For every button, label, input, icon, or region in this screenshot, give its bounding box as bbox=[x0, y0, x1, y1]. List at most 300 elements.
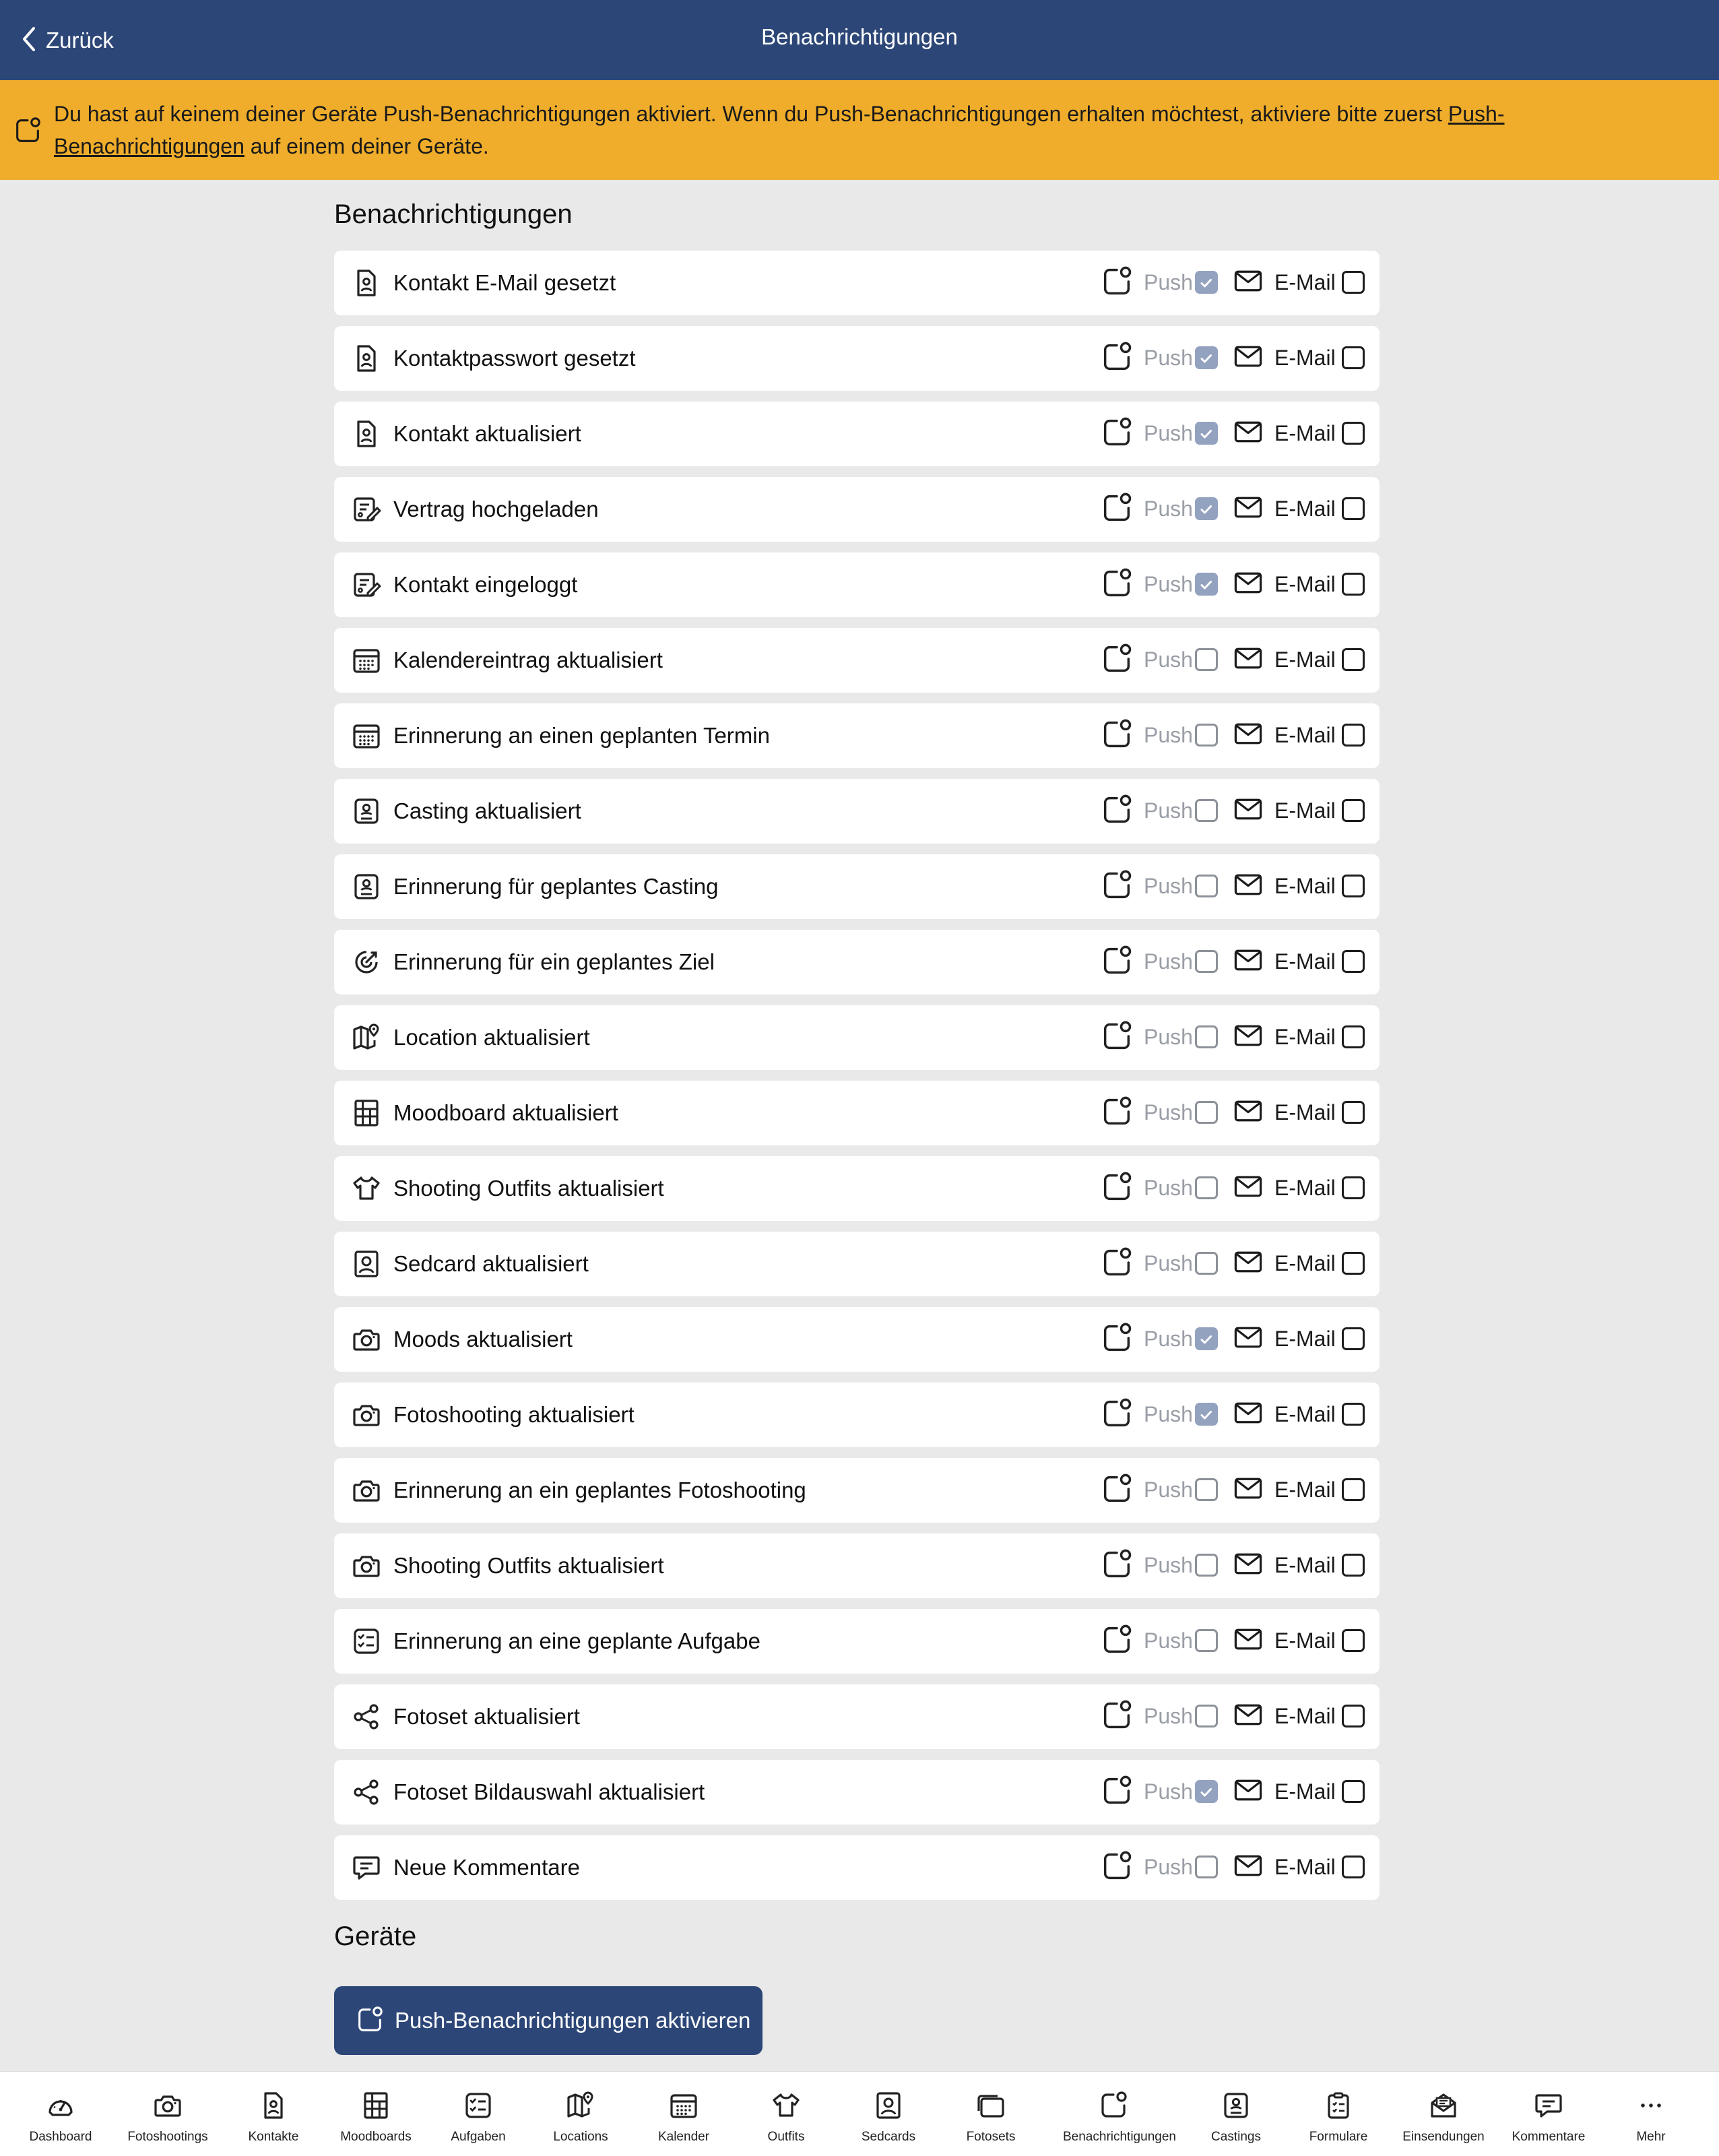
push-label: Push bbox=[1144, 723, 1193, 747]
sedcard-portrait-icon bbox=[350, 1248, 383, 1280]
contact-file-icon bbox=[257, 2089, 290, 2125]
checkbox-empty-icon bbox=[1195, 1176, 1218, 1199]
tab-sedcards[interactable] bbox=[838, 2072, 939, 2156]
notification-row bbox=[334, 326, 1380, 391]
email-label: E-Mail bbox=[1274, 346, 1336, 370]
notification-badge-icon bbox=[1099, 264, 1134, 303]
push-checkbox[interactable] bbox=[1195, 1554, 1218, 1577]
notification-row bbox=[334, 779, 1380, 844]
checkbox-empty-icon bbox=[1342, 271, 1365, 294]
email-label: E-Mail bbox=[1274, 1553, 1336, 1577]
notification-row bbox=[334, 930, 1380, 994]
email-label: E-Mail bbox=[1274, 572, 1336, 596]
email-label: E-Mail bbox=[1274, 497, 1336, 521]
notification-label: Kontaktpasswort gesetzt bbox=[393, 346, 636, 371]
notification-label: Fotoset Bildauswahl aktualisiert bbox=[393, 1779, 705, 1804]
tab-kontakte[interactable] bbox=[223, 2072, 324, 2156]
tab-kommentare[interactable] bbox=[1498, 2072, 1599, 2156]
devices-section-title: Geräte bbox=[334, 1922, 417, 1951]
notification-row bbox=[334, 402, 1380, 466]
checkmark-icon bbox=[1195, 422, 1218, 445]
push-checkbox[interactable] bbox=[1195, 1629, 1218, 1652]
notification-row bbox=[334, 703, 1380, 768]
notification-badge-icon bbox=[1099, 1471, 1134, 1510]
push-checkbox[interactable] bbox=[1195, 724, 1218, 747]
push-label: Push bbox=[1144, 1628, 1193, 1653]
email-label: E-Mail bbox=[1274, 949, 1336, 974]
push-label: Push bbox=[1144, 1100, 1193, 1124]
push-checkbox[interactable] bbox=[1195, 1856, 1218, 1878]
checkmark-icon bbox=[1195, 573, 1218, 596]
notification-row bbox=[334, 854, 1380, 919]
email-checkbox[interactable] bbox=[1342, 1780, 1365, 1803]
mail-icon bbox=[1234, 1401, 1262, 1428]
notification-row bbox=[334, 1005, 1380, 1070]
tab-aufgaben[interactable] bbox=[428, 2072, 529, 2156]
mail-icon bbox=[1234, 496, 1262, 522]
camera-icon bbox=[350, 1550, 383, 1582]
tab-fotosets[interactable] bbox=[940, 2072, 1041, 2156]
tab-label: Outfits bbox=[767, 2130, 805, 2144]
email-label: E-Mail bbox=[1274, 647, 1336, 672]
email-checkbox[interactable] bbox=[1342, 1705, 1365, 1727]
notification-row bbox=[334, 1307, 1380, 1372]
email-checkbox[interactable] bbox=[1342, 1025, 1365, 1048]
tab-locations[interactable] bbox=[530, 2072, 631, 2156]
email-checkbox[interactable] bbox=[1342, 1176, 1365, 1199]
casting-badge-icon bbox=[350, 870, 383, 903]
email-checkbox[interactable] bbox=[1342, 1101, 1365, 1124]
notification-label: Shooting Outfits aktualisiert bbox=[393, 1176, 664, 1201]
mail-icon bbox=[1234, 1326, 1262, 1352]
email-label: E-Mail bbox=[1274, 1628, 1336, 1653]
tab-label: Aufgaben bbox=[451, 2130, 506, 2144]
push-label: Push bbox=[1144, 647, 1193, 672]
email-checkbox[interactable] bbox=[1342, 799, 1365, 822]
checkbox-empty-icon bbox=[1195, 1478, 1218, 1501]
shirt-icon bbox=[770, 2089, 802, 2125]
email-checkbox[interactable] bbox=[1342, 1629, 1365, 1652]
notification-row bbox=[334, 477, 1380, 542]
notification-badge-icon bbox=[1099, 717, 1134, 755]
push-label: Push bbox=[1144, 1553, 1193, 1577]
push-checkbox[interactable] bbox=[1195, 1101, 1218, 1124]
tab-label: Kontakte bbox=[248, 2130, 299, 2144]
checkbox-empty-icon bbox=[1342, 1629, 1365, 1652]
email-checkbox[interactable] bbox=[1342, 724, 1365, 747]
dashboard-gauge-icon bbox=[44, 2089, 77, 2125]
tab-mehr[interactable] bbox=[1600, 2072, 1701, 2156]
email-label: E-Mail bbox=[1274, 1100, 1336, 1124]
checkbox-empty-icon bbox=[1342, 422, 1365, 445]
map-pin-icon bbox=[564, 2089, 597, 2125]
push-label: Push bbox=[1144, 346, 1193, 370]
tab-label: Kommentare bbox=[1512, 2130, 1586, 2144]
push-label: Push bbox=[1144, 798, 1193, 823]
notification-badge-icon bbox=[1099, 490, 1134, 529]
push-label: Push bbox=[1144, 421, 1193, 445]
email-label: E-Mail bbox=[1274, 723, 1336, 747]
notification-badge-icon bbox=[1099, 566, 1134, 604]
mail-icon bbox=[1234, 722, 1262, 749]
email-checkbox[interactable] bbox=[1342, 1478, 1365, 1501]
push-label: Push bbox=[1144, 1176, 1193, 1200]
push-checkbox[interactable] bbox=[1195, 1327, 1218, 1350]
photo-stack-icon bbox=[975, 2089, 1007, 2125]
push-checkbox[interactable] bbox=[1195, 1780, 1218, 1803]
notification-badge-icon bbox=[1097, 2089, 1130, 2125]
tab-moodboards[interactable] bbox=[325, 2072, 426, 2156]
push-label: Push bbox=[1144, 1478, 1193, 1502]
checkbox-empty-icon bbox=[1342, 1252, 1365, 1275]
push-checkbox[interactable] bbox=[1195, 573, 1218, 596]
calendar-icon bbox=[668, 2089, 700, 2125]
mail-icon bbox=[1234, 949, 1262, 975]
casting-badge-icon bbox=[1220, 2089, 1252, 2125]
push-label: Push bbox=[1144, 949, 1193, 974]
notification-label: Kontakt aktualisiert bbox=[393, 421, 581, 446]
email-checkbox[interactable] bbox=[1342, 875, 1365, 897]
email-checkbox[interactable] bbox=[1342, 271, 1365, 294]
task-list-icon bbox=[350, 1625, 383, 1657]
map-pin-icon bbox=[350, 1021, 383, 1054]
push-checkbox[interactable] bbox=[1195, 1478, 1218, 1501]
email-label: E-Mail bbox=[1274, 1251, 1336, 1275]
camera-icon bbox=[350, 1399, 383, 1431]
push-label: Push bbox=[1144, 1704, 1193, 1728]
contact-file-icon bbox=[350, 418, 383, 450]
tab-label: Einsendungen bbox=[1402, 2130, 1485, 2144]
push-checkbox[interactable] bbox=[1195, 648, 1218, 671]
checkmark-icon bbox=[1195, 1403, 1218, 1426]
share-nodes-icon bbox=[350, 1701, 383, 1733]
notification-badge-icon bbox=[1099, 415, 1134, 453]
push-label: Push bbox=[1144, 874, 1193, 898]
notifications-section-title: Benachrichtigungen bbox=[334, 199, 573, 229]
mail-icon bbox=[1234, 1250, 1262, 1277]
checkbox-empty-icon bbox=[1195, 1856, 1218, 1878]
email-label: E-Mail bbox=[1274, 270, 1336, 294]
checkbox-empty-icon bbox=[1342, 497, 1365, 520]
mail-icon bbox=[1234, 798, 1262, 824]
calendar-icon bbox=[350, 644, 383, 676]
notification-label: Kontakt eingeloggt bbox=[393, 572, 578, 597]
tab-label: Castings bbox=[1211, 2130, 1261, 2144]
more-dots-icon bbox=[1635, 2089, 1667, 2125]
notification-row bbox=[334, 1609, 1380, 1674]
contract-edit-icon bbox=[350, 493, 383, 526]
camera-icon bbox=[152, 2089, 184, 2125]
checkbox-empty-icon bbox=[1195, 724, 1218, 747]
tab-fotoshootings[interactable] bbox=[117, 2072, 218, 2156]
checkmark-icon bbox=[1195, 271, 1218, 294]
push-label: Push bbox=[1144, 572, 1193, 596]
notification-badge-icon bbox=[1099, 1170, 1134, 1208]
push-label: Push bbox=[1144, 497, 1193, 521]
email-label: E-Mail bbox=[1274, 1327, 1336, 1351]
mail-icon bbox=[1234, 270, 1262, 296]
push-checkbox[interactable] bbox=[1195, 1176, 1218, 1199]
push-checkbox[interactable] bbox=[1195, 1252, 1218, 1275]
push-warning-banner bbox=[0, 80, 1719, 180]
push-checkbox[interactable] bbox=[1195, 1403, 1218, 1426]
mail-icon bbox=[1234, 1100, 1262, 1126]
notification-label: Erinnerung an einen geplanten Termin bbox=[393, 723, 770, 748]
tab-label: Sedcards bbox=[861, 2130, 916, 2144]
target-icon bbox=[350, 946, 383, 978]
notification-badge-icon bbox=[1099, 792, 1134, 831]
email-checkbox[interactable] bbox=[1342, 573, 1365, 596]
email-label: E-Mail bbox=[1274, 1779, 1336, 1804]
calendar-icon bbox=[350, 720, 383, 752]
checkbox-empty-icon bbox=[1195, 1629, 1218, 1652]
checkbox-empty-icon bbox=[1342, 648, 1365, 671]
activate-push-label: Push-Benachrichtigungen aktivieren bbox=[395, 2008, 751, 2033]
push-checkbox[interactable] bbox=[1195, 422, 1218, 445]
notification-row bbox=[334, 552, 1380, 617]
checkbox-empty-icon bbox=[1342, 346, 1365, 369]
notification-badge-icon bbox=[12, 115, 43, 150]
checkbox-empty-icon bbox=[1342, 875, 1365, 897]
notification-row bbox=[334, 1760, 1380, 1825]
notification-label: Fotoset aktualisiert bbox=[393, 1704, 580, 1729]
notification-label: Shooting Outfits aktualisiert bbox=[393, 1553, 664, 1578]
tab-label: Benachrichtigungen bbox=[1063, 2130, 1176, 2144]
email-label: E-Mail bbox=[1274, 1402, 1336, 1426]
notification-badge-icon bbox=[1099, 1849, 1134, 1887]
notification-row bbox=[334, 1383, 1380, 1447]
notification-badge-icon bbox=[1099, 641, 1134, 680]
tab-einsendungen[interactable] bbox=[1393, 2072, 1494, 2156]
email-label: E-Mail bbox=[1274, 1478, 1336, 1502]
mail-icon bbox=[1234, 1854, 1262, 1880]
notification-label: Neue Kommentare bbox=[393, 1855, 580, 1880]
notification-label: Moodboard aktualisiert bbox=[393, 1100, 618, 1125]
navigation-bar bbox=[0, 0, 1719, 80]
notification-badge-icon bbox=[1099, 340, 1134, 378]
push-label: Push bbox=[1144, 1327, 1193, 1351]
comment-icon bbox=[1532, 2089, 1565, 2125]
notification-row bbox=[334, 251, 1380, 315]
push-checkbox[interactable] bbox=[1195, 799, 1218, 822]
email-label: E-Mail bbox=[1274, 1704, 1336, 1728]
notification-row bbox=[334, 1684, 1380, 1749]
notification-row bbox=[334, 1533, 1380, 1598]
push-label: Push bbox=[1144, 1251, 1193, 1275]
checkbox-empty-icon bbox=[1195, 799, 1218, 822]
email-checkbox[interactable] bbox=[1342, 1403, 1365, 1426]
notification-badge-icon bbox=[1099, 1245, 1134, 1283]
notification-label: Erinnerung an ein geplantes Fotoshooting bbox=[393, 1478, 806, 1502]
clipboard-icon bbox=[1322, 2089, 1355, 2125]
checkbox-empty-icon bbox=[1342, 1478, 1365, 1501]
banner-text bbox=[54, 98, 1671, 162]
checkbox-empty-icon bbox=[1195, 1554, 1218, 1577]
notification-row bbox=[334, 1156, 1380, 1221]
checkbox-empty-icon bbox=[1195, 1025, 1218, 1048]
email-label: E-Mail bbox=[1274, 874, 1336, 898]
checkbox-empty-icon bbox=[1342, 1403, 1365, 1426]
mail-icon bbox=[1234, 1703, 1262, 1730]
tab-formulare[interactable] bbox=[1288, 2072, 1389, 2156]
notification-label: Vertrag hochgeladen bbox=[393, 497, 599, 521]
email-checkbox[interactable] bbox=[1342, 950, 1365, 973]
mail-icon bbox=[1234, 571, 1262, 598]
tab-label: Dashboard bbox=[29, 2130, 92, 2144]
tab-label: Fotosets bbox=[966, 2130, 1016, 2144]
checkbox-empty-icon bbox=[1195, 875, 1218, 897]
notification-badge-icon bbox=[1099, 1019, 1134, 1057]
checkbox-empty-icon bbox=[1195, 1252, 1218, 1275]
checkbox-empty-icon bbox=[1195, 1101, 1218, 1124]
notification-label: Fotoshooting aktualisiert bbox=[393, 1402, 635, 1427]
checkbox-empty-icon bbox=[1342, 950, 1365, 973]
notification-label: Moods aktualisiert bbox=[393, 1327, 573, 1352]
notification-badge-icon bbox=[1099, 1321, 1134, 1359]
email-label: E-Mail bbox=[1274, 798, 1336, 823]
notification-row bbox=[334, 628, 1380, 693]
email-checkbox[interactable] bbox=[1342, 1252, 1365, 1275]
notification-label: Erinnerung für geplantes Casting bbox=[393, 874, 719, 899]
notification-label: Kontakt E-Mail gesetzt bbox=[393, 270, 616, 295]
moodboard-grid-icon bbox=[350, 1097, 383, 1129]
mail-icon bbox=[1234, 420, 1262, 447]
contact-file-icon bbox=[350, 342, 383, 375]
checkbox-empty-icon bbox=[1342, 799, 1365, 822]
push-label: Push bbox=[1144, 1855, 1193, 1879]
mail-icon bbox=[1234, 1779, 1262, 1805]
shirt-icon bbox=[350, 1172, 383, 1205]
camera-icon bbox=[350, 1323, 383, 1356]
checkbox-empty-icon bbox=[1342, 573, 1365, 596]
banner-text-before: Du hast auf keinem deiner Geräte Push-Benachrichtigungen aktiviert. Wenn du Push-Benachrichtigungen erhalten möchtest, aktiviere bitte zuerst bbox=[54, 102, 1448, 126]
mail-icon bbox=[1234, 1552, 1262, 1579]
checkmark-icon bbox=[1195, 1327, 1218, 1350]
email-checkbox[interactable] bbox=[1342, 497, 1365, 520]
tab-kalender[interactable] bbox=[633, 2072, 734, 2156]
push-checkbox[interactable] bbox=[1195, 950, 1218, 973]
email-checkbox[interactable] bbox=[1342, 422, 1365, 445]
push-label: Push bbox=[1144, 1779, 1193, 1804]
email-checkbox[interactable] bbox=[1342, 1856, 1365, 1878]
mail-icon bbox=[1234, 647, 1262, 673]
contract-edit-icon bbox=[350, 569, 383, 601]
comment-icon bbox=[350, 1851, 383, 1884]
notification-badge-icon bbox=[1099, 1547, 1134, 1585]
notification-label: Erinnerung für ein geplantes Ziel bbox=[393, 949, 715, 974]
share-nodes-icon bbox=[350, 1776, 383, 1808]
tab-benachrichtigungen[interactable] bbox=[1063, 2072, 1176, 2156]
checkmark-icon bbox=[1195, 497, 1218, 520]
banner-text-after: auf einem deiner Geräte. bbox=[244, 134, 489, 158]
sedcard-portrait-icon bbox=[872, 2089, 905, 2125]
mail-icon bbox=[1234, 1175, 1262, 1201]
push-settings-link[interactable]: Push-Benachrichtigungen bbox=[54, 102, 1505, 158]
push-checkbox[interactable] bbox=[1195, 875, 1218, 897]
notification-settings-list bbox=[334, 251, 1380, 1911]
tab-label: Moodboards bbox=[340, 2130, 412, 2144]
mail-icon bbox=[1234, 1477, 1262, 1503]
activate-push-button[interactable] bbox=[334, 1986, 763, 2055]
email-label: E-Mail bbox=[1274, 1025, 1336, 1049]
tab-label: Fotoshootings bbox=[127, 2130, 208, 2144]
email-checkbox[interactable] bbox=[1342, 346, 1365, 369]
checkbox-empty-icon bbox=[1342, 724, 1365, 747]
page-title: Benachrichtigungen bbox=[761, 24, 958, 49]
checkbox-empty-icon bbox=[1342, 1856, 1365, 1878]
notification-badge-icon bbox=[1099, 1622, 1134, 1661]
notification-label: Kalendereintrag aktualisiert bbox=[393, 647, 663, 672]
checkbox-empty-icon bbox=[1342, 1554, 1365, 1577]
checkbox-empty-icon bbox=[1342, 1780, 1365, 1803]
tab-outfits[interactable] bbox=[736, 2072, 837, 2156]
notification-badge-icon bbox=[1099, 1094, 1134, 1133]
mail-icon bbox=[1234, 873, 1262, 899]
mail-icon bbox=[1234, 1024, 1262, 1050]
contact-file-icon bbox=[350, 267, 383, 299]
tab-label: Mehr bbox=[1636, 2130, 1666, 2144]
bottom-tab-bar bbox=[0, 2071, 1719, 2156]
checkbox-empty-icon bbox=[1342, 1025, 1365, 1048]
email-checkbox[interactable] bbox=[1342, 1327, 1365, 1350]
push-label: Push bbox=[1144, 270, 1193, 294]
checkbox-empty-icon bbox=[1195, 648, 1218, 671]
push-checkbox[interactable] bbox=[1195, 1025, 1218, 1048]
notification-label: Sedcard aktualisiert bbox=[393, 1251, 589, 1276]
tab-label: Kalender bbox=[657, 2130, 710, 2144]
checkbox-empty-icon bbox=[1342, 1176, 1365, 1199]
notification-row bbox=[334, 1835, 1380, 1900]
push-checkbox[interactable] bbox=[1195, 346, 1218, 369]
moodboard-grid-icon bbox=[360, 2089, 392, 2125]
checkbox-empty-icon bbox=[1195, 1705, 1218, 1727]
notification-label: Erinnerung an eine geplante Aufgabe bbox=[393, 1628, 760, 1653]
notification-label: Casting aktualisiert bbox=[393, 798, 581, 823]
email-checkbox[interactable] bbox=[1342, 648, 1365, 671]
casting-badge-icon bbox=[350, 795, 383, 827]
email-label: E-Mail bbox=[1274, 1855, 1336, 1879]
checkmark-icon bbox=[1195, 346, 1218, 369]
notification-badge-icon bbox=[1099, 868, 1134, 906]
email-checkbox[interactable] bbox=[1342, 1554, 1365, 1577]
checkbox-empty-icon bbox=[1342, 1327, 1365, 1350]
task-list-icon bbox=[462, 2089, 494, 2125]
notification-badge-icon bbox=[354, 2004, 385, 2039]
tab-castings[interactable] bbox=[1186, 2072, 1287, 2156]
push-checkbox[interactable] bbox=[1195, 1705, 1218, 1727]
tab-label: Formulare bbox=[1309, 2130, 1368, 2144]
push-checkbox[interactable] bbox=[1195, 271, 1218, 294]
email-label: E-Mail bbox=[1274, 1176, 1336, 1200]
tab-dashboard[interactable] bbox=[10, 2072, 111, 2156]
checkbox-empty-icon bbox=[1195, 950, 1218, 973]
notification-row bbox=[334, 1458, 1380, 1523]
checkbox-empty-icon bbox=[1342, 1705, 1365, 1727]
mail-icon bbox=[1234, 345, 1262, 371]
notification-badge-icon bbox=[1099, 943, 1134, 982]
back-label: Zurück bbox=[46, 28, 114, 53]
notification-label: Location aktualisiert bbox=[393, 1025, 590, 1050]
push-label: Push bbox=[1144, 1402, 1193, 1426]
checkbox-empty-icon bbox=[1342, 1101, 1365, 1124]
checkmark-icon bbox=[1195, 1780, 1218, 1803]
notification-badge-icon bbox=[1099, 1773, 1134, 1812]
camera-icon bbox=[350, 1474, 383, 1507]
notification-badge-icon bbox=[1099, 1396, 1134, 1434]
notification-row bbox=[334, 1232, 1380, 1296]
email-label: E-Mail bbox=[1274, 421, 1336, 445]
push-checkbox[interactable] bbox=[1195, 497, 1218, 520]
